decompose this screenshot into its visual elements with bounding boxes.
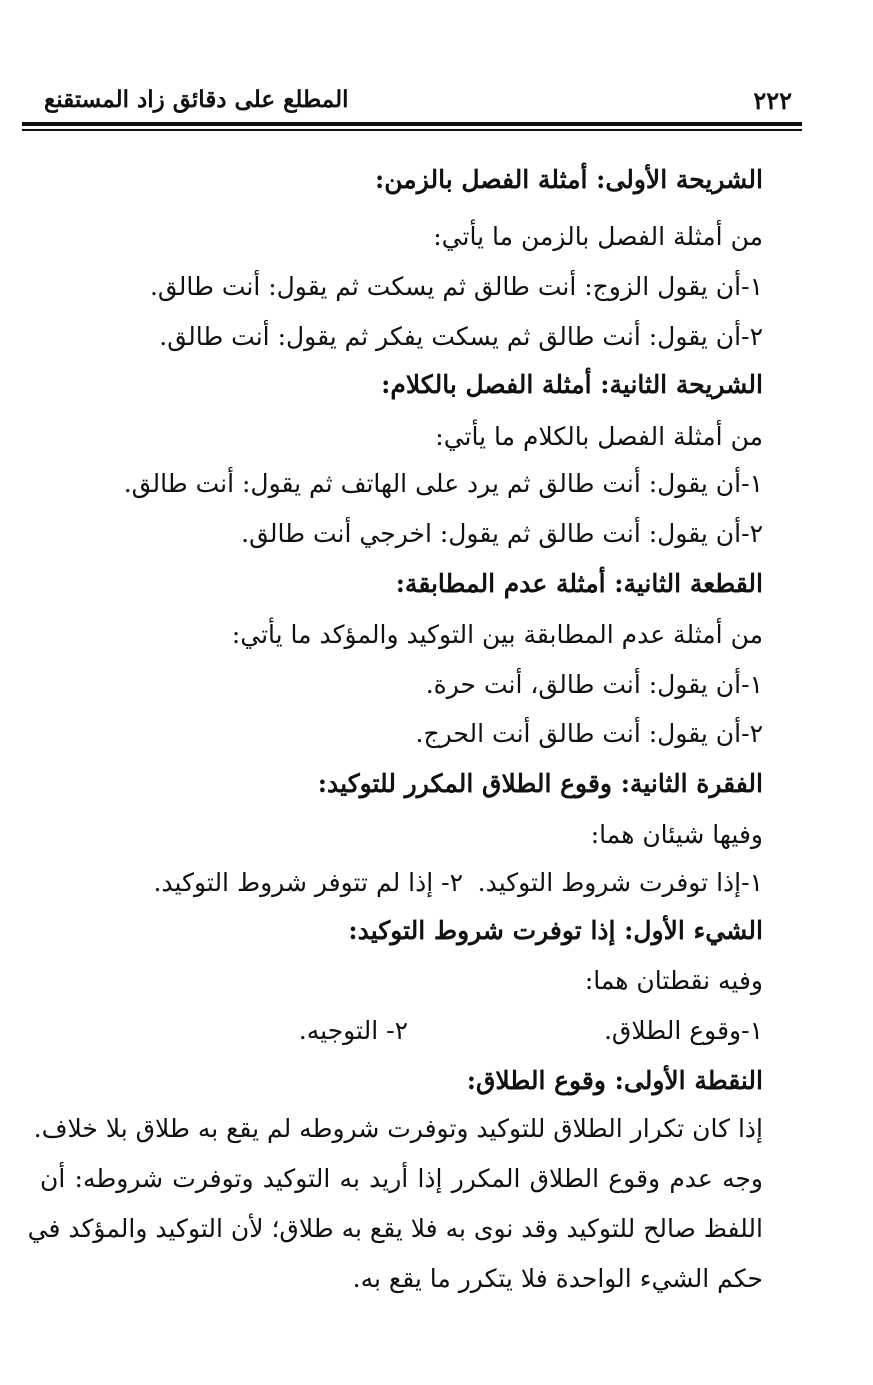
paragraph-line: حكم الشيء الواحدة فلا يتكرر ما يقع به. — [352, 1264, 763, 1293]
text-line: من أمثلة عدم المطابقة بين التوكيد والمؤكد ما يأتي: — [231, 620, 763, 649]
list-item: ١-أن يقول: أنت طالق ثم يرد على الهاتف ثم يقول: أنت طالق. — [123, 469, 763, 498]
running-title: المطلع على دقائق زاد المستقنع — [44, 86, 349, 113]
heading-first-thing: الشيء الأول: إذا توفرت شروط التوكيد: — [348, 916, 763, 945]
list-item: ١-وقوع الطلاق. — [603, 1016, 763, 1045]
list-item: ١-إذا توفرت شروط التوكيد. — [477, 868, 763, 897]
paragraph-line: إذا كان تكرار الطلاق للتوكيد وتوفرت شروطه لم يقع به طلاق بلا خلاف. — [33, 1114, 763, 1143]
page-number: ٢٢٢ — [753, 86, 792, 115]
list-item: ٢- إذا لم تتوفر شروط التوكيد. — [153, 868, 463, 897]
text-line: وفيه نقطتان هما: — [584, 966, 763, 995]
heading-first-point: النقطة الأولى: وقوع الطلاق: — [466, 1066, 763, 1095]
list-item: ١-أن يقول: أنت طالق، أنت حرة. — [425, 670, 763, 699]
list-item: ٢-أن يقول: أنت طالق ثم يسكت يفكر ثم يقول: أنت طالق. — [159, 322, 763, 351]
heading-time-separation: الشريحة الأولى: أمثلة الفصل بالزمن: — [375, 165, 763, 194]
paragraph-line: اللفظ صالح للتوكيد وقد نوى به فلا يقع به طلاق؛ لأن التوكيد والمؤكد في — [27, 1214, 763, 1243]
text-line: وفيها شيئان هما: — [590, 820, 763, 849]
list-item: ٢-أن يقول: أنت طالق أنت الحرج. — [415, 719, 763, 748]
list-item: ٢- التوجيه. — [298, 1016, 408, 1045]
list-item: ٢-أن يقول: أنت طالق ثم يقول: اخرجي أنت طالق. — [241, 519, 763, 548]
page-header — [22, 84, 802, 114]
heading-repeated-divorce: الفقرة الثانية: وقوع الطلاق المكرر للتوكيد: — [317, 769, 763, 798]
list-item: ١-أن يقول الزوج: أنت طالق ثم يسكت ثم يقول: أنت طالق. — [149, 272, 763, 301]
text-line: من أمثلة الفصل بالكلام ما يأتي: — [435, 422, 763, 451]
header-rule-thin — [22, 129, 802, 131]
heading-speech-separation: الشريحة الثانية: أمثلة الفصل بالكلام: — [381, 370, 763, 399]
paragraph-line: وجه عدم وقوع الطلاق المكرر إذا أريد به التوكيد وتوفرت شروطه: أن — [40, 1164, 763, 1193]
heading-mismatch: القطعة الثانية: أمثلة عدم المطابقة: — [395, 569, 763, 598]
header-rule-thick — [22, 122, 802, 126]
text-line: من أمثلة الفصل بالزمن ما يأتي: — [433, 222, 763, 251]
